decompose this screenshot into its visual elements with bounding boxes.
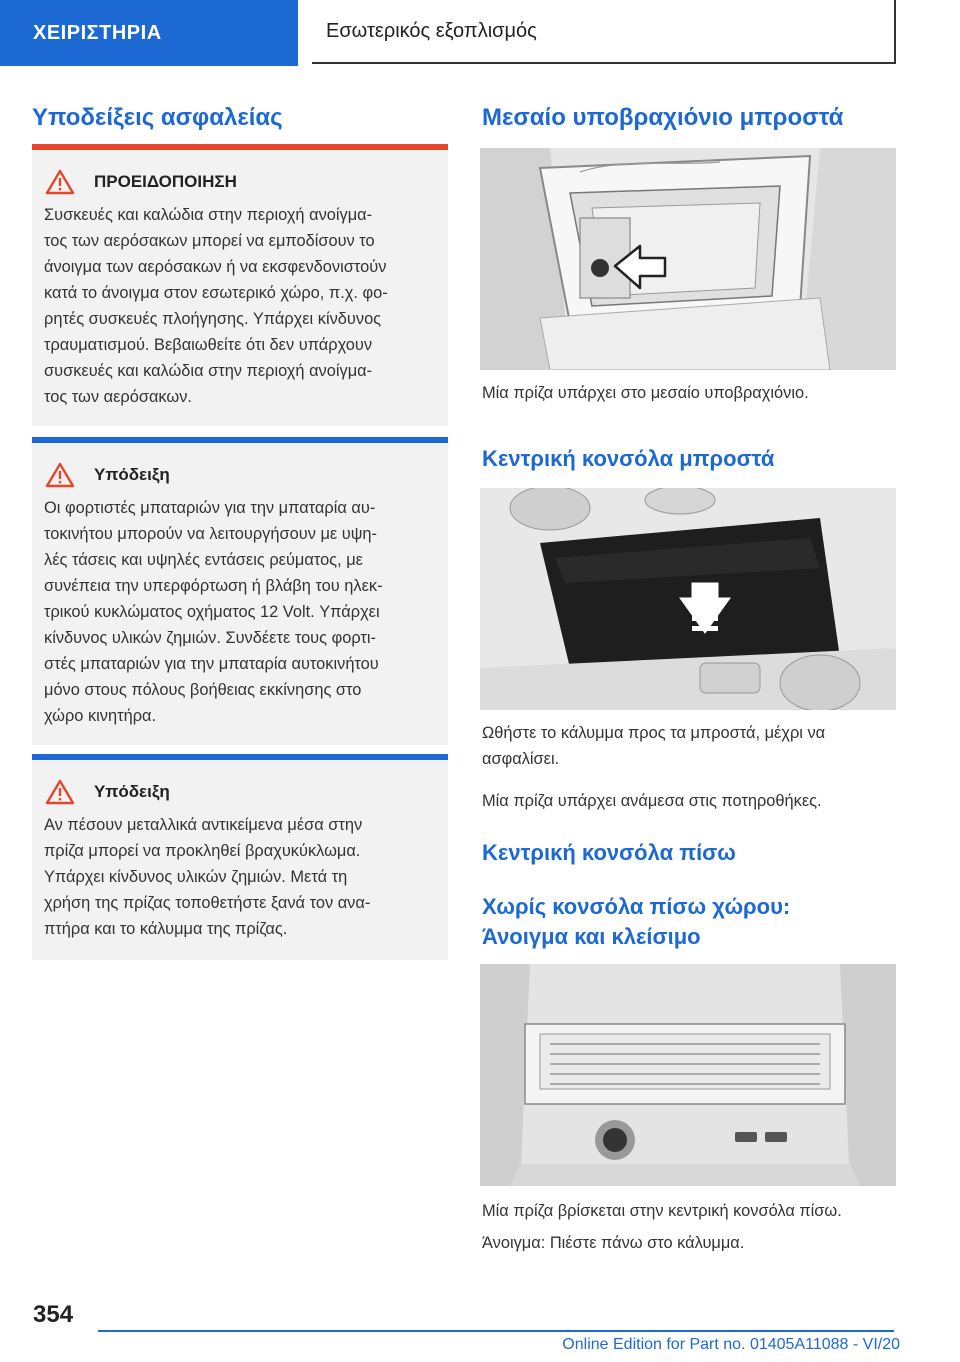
rear-console-illustration: [480, 964, 896, 1186]
front-armrest-heading: Μεσαίο υποβραχιόνιο μπροστά: [482, 104, 844, 131]
notice-text: [42, 812, 438, 942]
notice-line: τοκινήτου μπορούν να λειτουργήσουν με υψη-: [44, 525, 377, 543]
warning-line: Συσκευές και καλώδια στην περιοχή ανοίγμα-: [44, 206, 373, 224]
caption-text: Άνοιγμα: Πιέστε πάνω στο κάλυμμα.: [482, 1234, 745, 1252]
armrest-caption: [482, 380, 902, 406]
caption-text: Μία πρίζα βρίσκεται στην κεντρική κονσόλα πίσω.: [482, 1202, 842, 1220]
front-console-heading: Κεντρική κονσόλα μπροστά: [482, 446, 775, 471]
caption-text: Μία πρίζα υπάρχει στο μεσαίο υποβραχιόνιο.: [482, 384, 809, 402]
notice-line: τρικού κυκλώματος οχήματος 12 Volt. Υπάρχει: [44, 603, 380, 621]
notice-text: [42, 495, 438, 729]
subheading-line: Χωρίς κονσόλα πίσω χώρου:: [482, 894, 791, 919]
notice-title: Υπόδειξη: [94, 782, 170, 801]
warning-line: κατά το άνοιγμα στον εσωτερικό χώρο, π.χ. φο-: [44, 284, 388, 302]
armrest-socket-illustration: [480, 148, 896, 370]
notice-line: στές μπαταριών για την μπαταρία αυτοκινήτου: [44, 655, 379, 673]
caption-text: Μία πρίζα υπάρχει ανάμεσα στις ποτηροθήκες.: [482, 792, 822, 810]
page-number: 354: [33, 1301, 74, 1328]
caution-triangle-icon: [42, 778, 78, 806]
section-title: ΧΕΙΡΙΣΤΗΡΙΑ: [33, 21, 162, 44]
notice-box-charger: [32, 437, 448, 745]
notice-line: χρήση της πρίζας τοποθετήστε ξανά τον ανα-: [44, 894, 371, 912]
notice-line: συνέπεια την υπερφόρτωση ή βλάβη του ηλεκ-: [44, 577, 383, 595]
notice-line: Αν πέσουν μεταλλικά αντικείμενα μέσα στην: [44, 816, 363, 834]
notice-line: Υπάρχει κίνδυνος υλικών ζημιών. Μετά τη: [44, 868, 348, 886]
subheading-line: Άνοιγμα και κλείσιμο: [482, 924, 701, 949]
chapter-header: [312, 0, 896, 64]
notice-box-socket: [32, 754, 448, 960]
front-console-caption-2: [482, 788, 902, 814]
rear-console-subheading: [482, 892, 790, 952]
chapter-title: Εσωτερικός εξοπλισμός: [326, 19, 537, 42]
warning-line: τος των αερόσακων.: [44, 388, 192, 406]
warning-triangle-icon: [42, 168, 78, 196]
notice-title: Υπόδειξη: [94, 465, 170, 484]
notice-line: πτήρα και το κάλυμμα της πρίζας.: [44, 920, 288, 938]
footer-divider: [98, 1330, 894, 1332]
caption-text: Ωθήστε το κάλυμμα προς τα μπροστά, μέχρι να: [482, 724, 826, 742]
caption-text: ασφαλίσει.: [482, 750, 560, 768]
edition-link[interactable]: Online Edition for Part no. 01405A11088 - VI/20: [562, 1336, 900, 1353]
notice-line: κίνδυνος υλικών ζημιών. Συνδέετε τους φορτι-: [44, 629, 377, 647]
warning-line: ρητές συσκευές πλοήγησης. Υπάρχει κίνδυνος: [44, 310, 382, 328]
rear-console-caption-1: [482, 1198, 902, 1224]
warning-line: συσκευές και καλώδια στην περιοχή ανοίγμα-: [44, 362, 373, 380]
notice-line: μόνο στους πόλους βοήθειας εκκίνησης στο: [44, 681, 362, 699]
warning-title: ΠΡΟΕΙΔΟΠΟΙΗΣΗ: [94, 172, 237, 191]
notice-line: χώρο κινητήρα.: [44, 707, 157, 725]
rear-console-caption-2: [482, 1230, 902, 1256]
caution-triangle-icon: [42, 461, 78, 489]
safety-heading: Υποδείξεις ασφαλείας: [32, 104, 283, 131]
front-console-caption-1: [482, 720, 902, 772]
notice-line: Οι φορτιστές μπαταριών για την μπαταρία αυ-: [44, 499, 376, 517]
warning-line: τραυματισμού. Βεβαιωθείτε ότι δεν υπάρχουν: [44, 336, 373, 354]
rear-console-heading: Κεντρική κονσόλα πίσω: [482, 840, 736, 865]
front-console-illustration: [480, 488, 896, 710]
warning-line: άνοιγμα των αερόσακων ή να εκσφενδονιστούν: [44, 258, 387, 276]
warning-box: [32, 144, 448, 426]
section-tab: [0, 0, 298, 66]
notice-line: λές τάσεις και υψηλές εντάσεις ρεύματος, με: [44, 551, 363, 569]
warning-text: [42, 202, 438, 410]
notice-line: πρίζα μπορεί να προκληθεί βραχυκύκλωμα.: [44, 842, 361, 860]
warning-line: τος των αερόσακων μπορεί να εμποδίσουν το: [44, 232, 375, 250]
